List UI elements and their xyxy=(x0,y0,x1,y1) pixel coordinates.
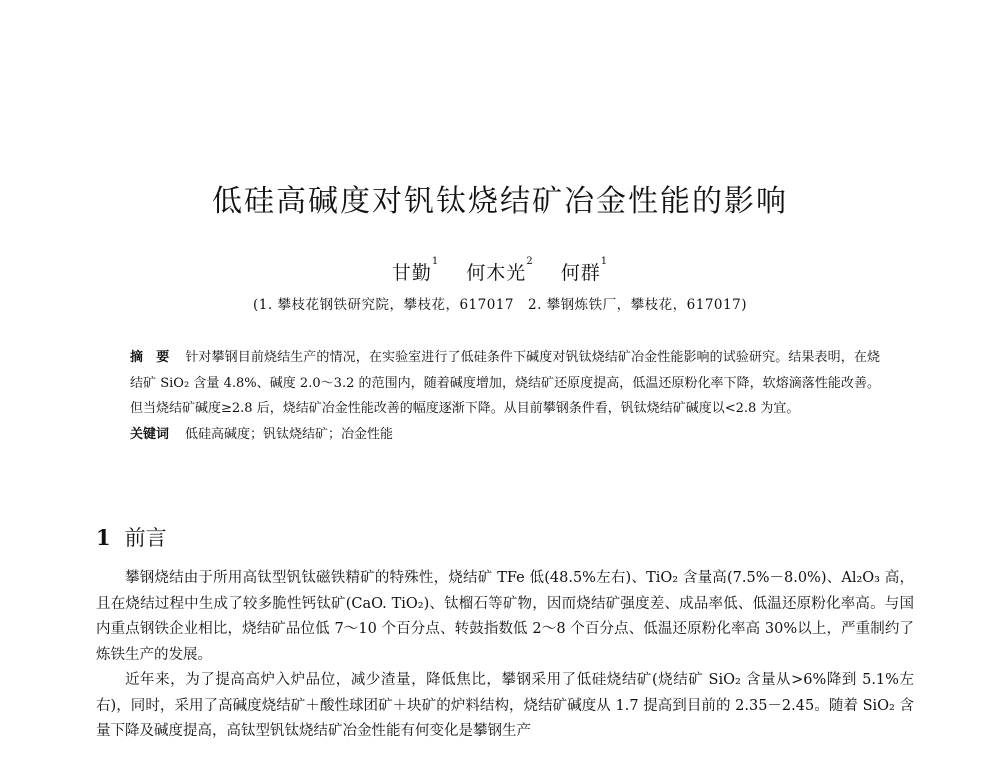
keywords-label: 关键词 xyxy=(130,426,170,442)
author-list xyxy=(0,258,1000,285)
section-title: 前言 xyxy=(124,526,167,550)
section-body xyxy=(96,566,914,745)
affiliations: (1. 攀枝花钢铁研究院，攀枝花，617017 2. 攀钢炼铁厂，攀枝花，617017) xyxy=(253,297,747,313)
author-name: 何群 xyxy=(560,262,601,284)
author-1 xyxy=(392,258,439,285)
affiliation-mark: 2 xyxy=(526,256,534,267)
author-2 xyxy=(466,258,533,285)
author-name: 何木光 xyxy=(466,262,527,284)
author-3 xyxy=(561,258,608,285)
author-name: 甘勤 xyxy=(391,262,432,284)
section-number: 1 xyxy=(96,525,111,550)
body-paragraph-1: 攀钢烧结由于所用高钛型钒钛磁铁精矿的特殊性，烧结矿 TFe 低(48.5%左右)、TiO₂ 含量高(7.5%－8.0%)、Al₂O₃ 高，且在烧结过程中生成了较多脆性钙钛矿(CaO. TiO₂)、钛榴石等矿物，因而烧结矿强度差、成品率低、低温还原粉化率高。与国内重点钢铁企业相比，烧结矿品位低 7～10 个百分点、转鼓指数低 2～8 个百分点、低温还原粉化率高 30%以上，严重制约了炼铁生产的发展。 xyxy=(96,570,914,663)
body-paragraph-2: 近年来，为了提高高炉入炉品位，减少渣量，降低焦比，攀钢采用了低硅烧结矿(烧结矿 SiO₂ 含量从>6%降到 5.1%左右)，同时，采用了高碱度烧结矿＋酸性球团矿＋块矿的炉料结构，烧结矿碱度从 1.7 提高到目前的 2.35－2.45。随着 SiO₂ 含量下降及碱度提高，高钛型钒钛烧结矿冶金性能有何变化是攀钢生产 xyxy=(96,672,914,739)
keywords-text: 低硅高碱度；钒钛烧结矿；冶金性能 xyxy=(185,426,394,442)
keywords-paragraph xyxy=(130,422,880,448)
section-heading xyxy=(96,522,167,552)
abstract-paragraph xyxy=(130,345,880,422)
abstract-label: 摘 要 xyxy=(130,350,170,365)
paper-title: 低硅高碱度对钒钛烧结矿冶金性能的影响 xyxy=(212,184,788,219)
affiliation-mark: 1 xyxy=(600,256,609,267)
abstract-text: 针对攀钢目前烧结生产的情况，在实验室进行了低硅条件下碱度对钒钛烧结矿冶金性能影响的试验研究。结果表明，在烧结矿 SiO₂ 含量 4.8%、碱度 2.0～3.2 的范围内，随着碱度增加，烧结矿还原度提高，低温还原粉化率下降，软熔滴落性能改善。但当烧结矿碱度≥2.8 后，烧结矿冶金性能改善的幅度逐渐下降。从目前攀钢条件看，钒钛烧结矿碱度以<2.8 为宜。 xyxy=(130,350,880,416)
abstract-block xyxy=(130,345,880,447)
affiliation-mark: 1 xyxy=(431,256,440,267)
